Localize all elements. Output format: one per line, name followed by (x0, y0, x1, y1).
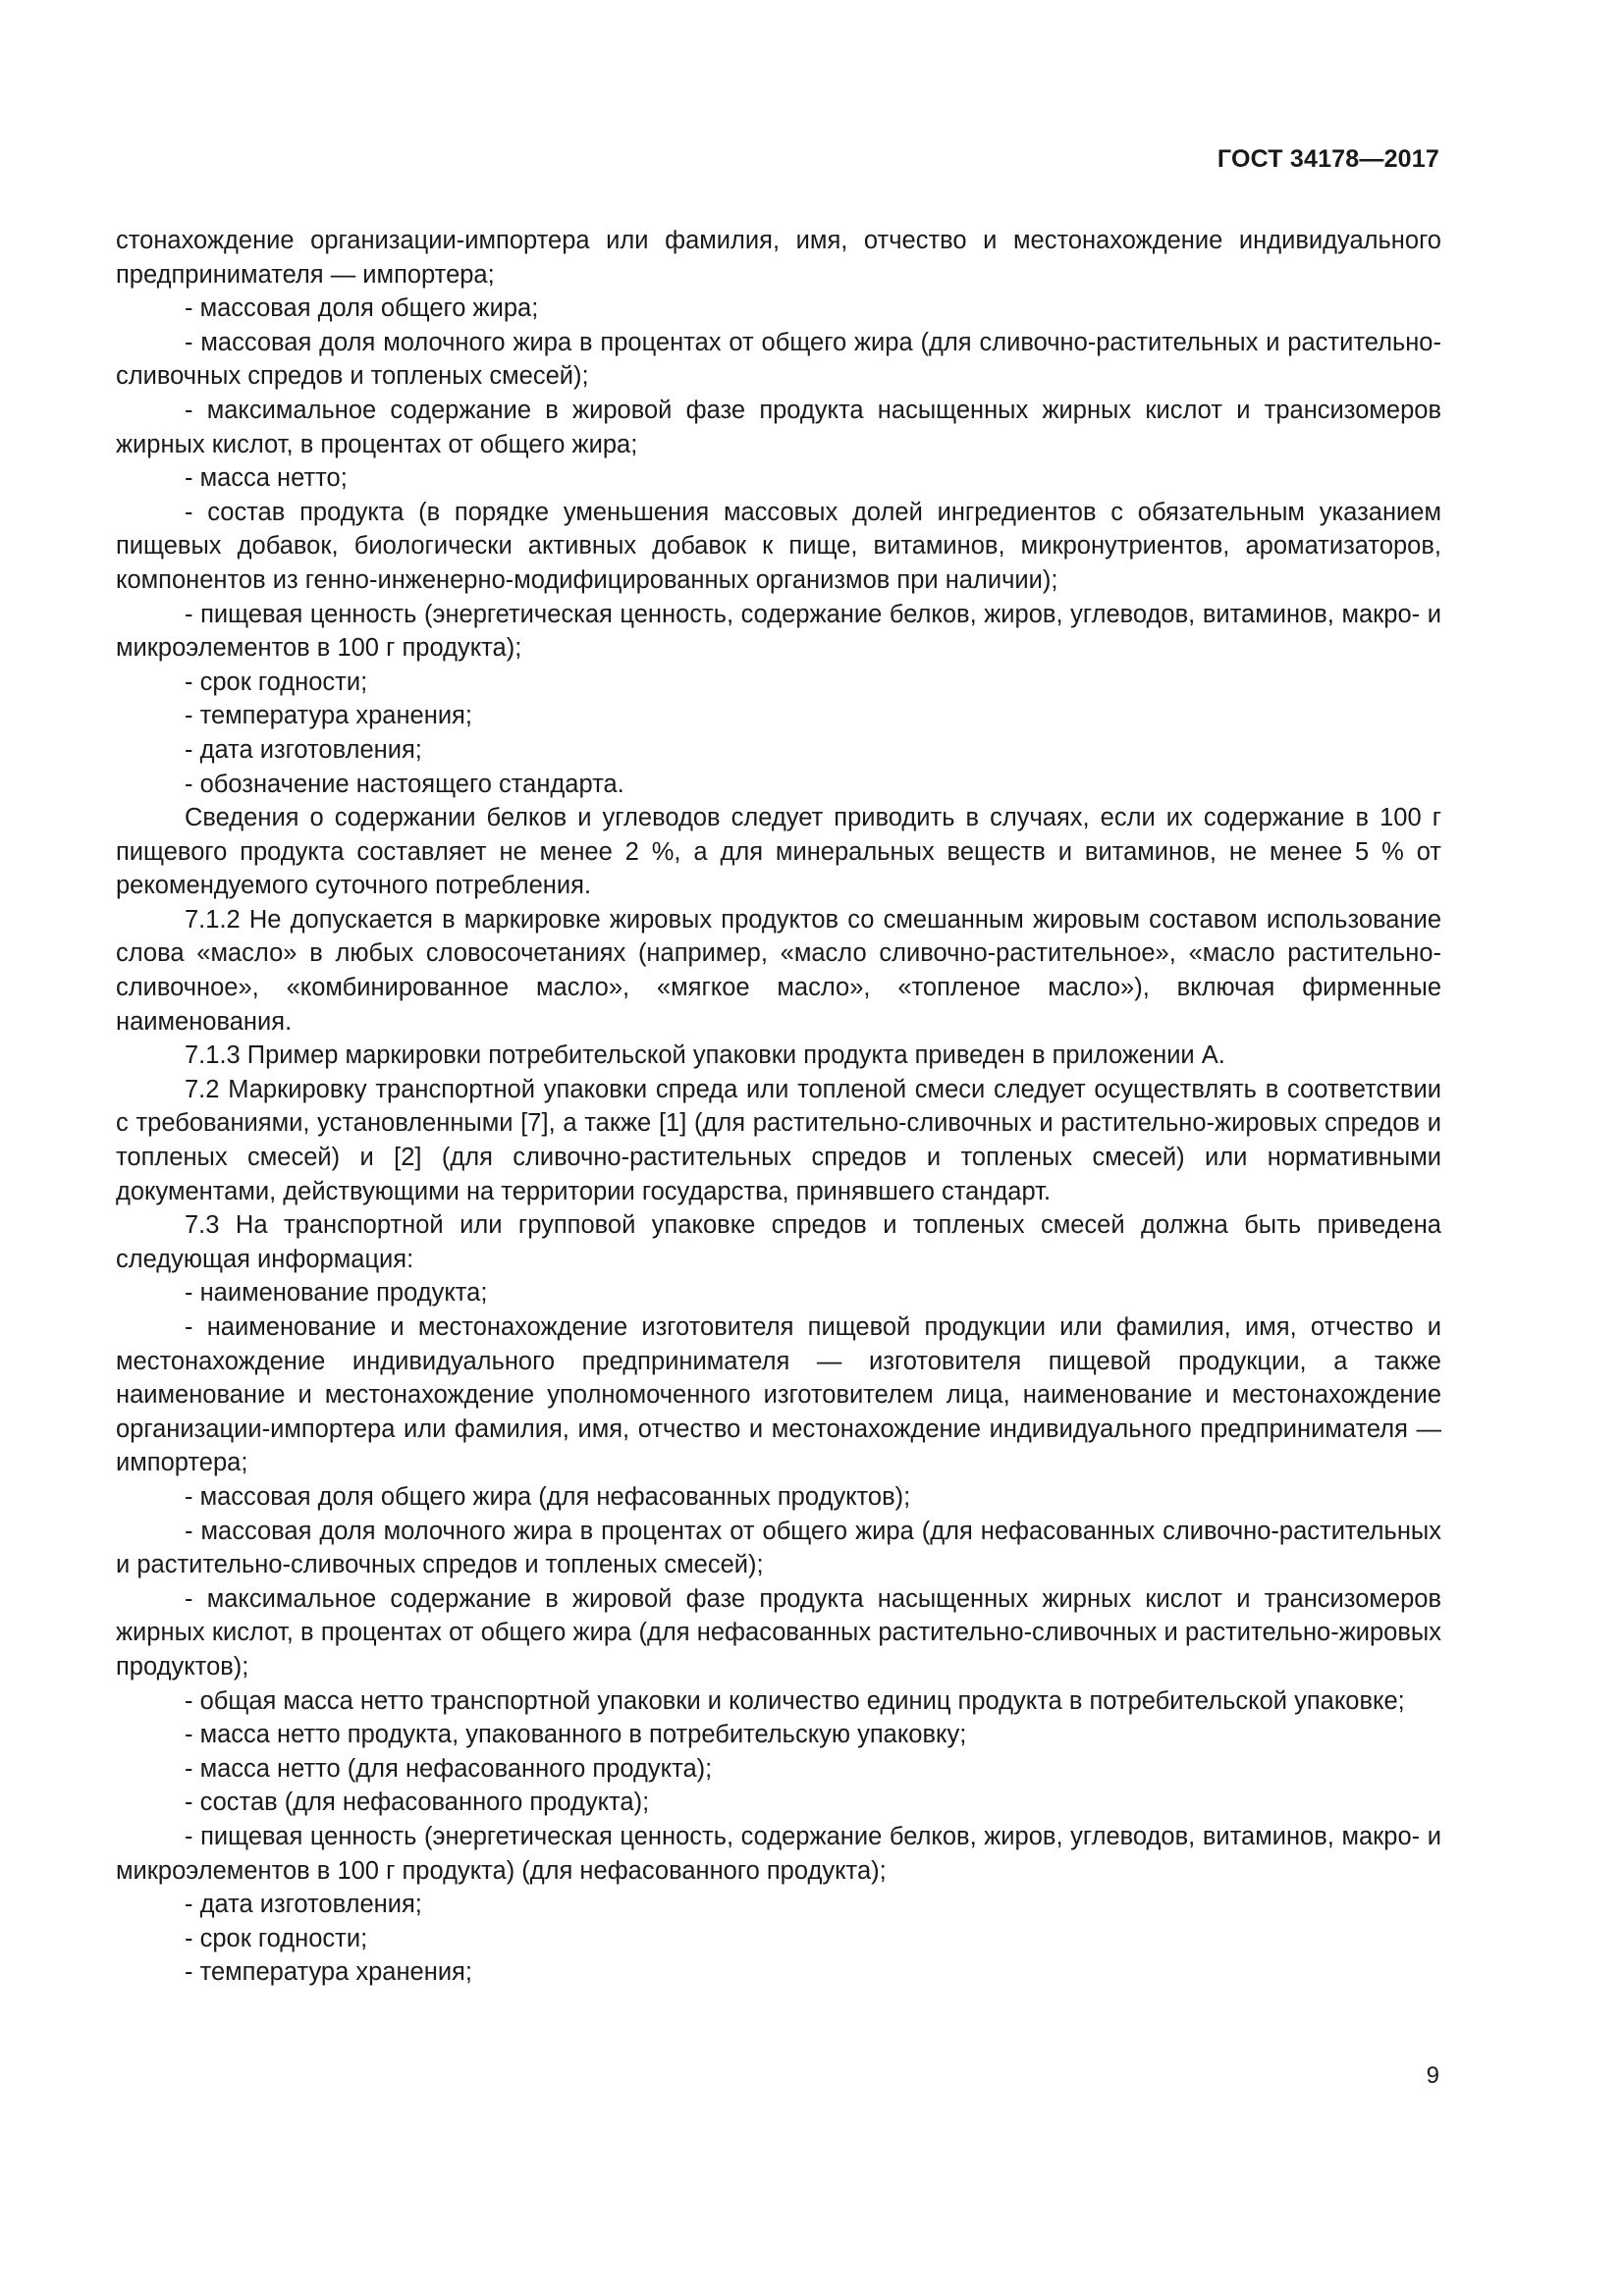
list-item: - максимальное содержание в жировой фазе продукта насыщенных жирных кислот и трансизомеров жирных кислот, в процентах от общего жира (для нефасованных растительно-сливочных и растительно-жировых продуктов); (116, 1584, 1441, 1681)
list-item: - масса нетто; (185, 464, 348, 493)
list-item: - состав (для нефасованного продукта); (185, 1789, 650, 1817)
list-item: - общая масса нетто транспортной упаковки и количество единиц продукта в потребительской упаковке; (185, 1686, 1405, 1715)
list-item: - массовая доля молочного жира в процентах от общего жира (для нефасованных сливочно-растительных и растительно-сливочных спредов и топленых смесей); (116, 1517, 1441, 1579)
list-item: - масса нетто (для нефасованного продукта); (185, 1754, 713, 1783)
list-item: - срок годности; (185, 667, 368, 696)
list-item: - срок годности; (185, 1924, 368, 1952)
list-item: - наименование и местонахождение изготовителя пищевой продукции или фамилия, имя, отчество и местонахождение индивидуального предпринимателя — изготовителя пищевой продукции, а также наименование и местонахождение уполномоченного изготовителем лица, наименование и местонахождение организации-импортера или фамилия, имя, отчество и местонахождение индивидуального предпринимателя — импортера; (116, 1313, 1441, 1477)
paragraph: 7.2 Маркировку транспортной упаковки спреда или топленой смеси следует осуществлять в соответствии с требованиями, установленными [7], а также [1] (для растительно-сливочных и растительно-жировых спредов и топленых смесей) и [2] (для сливочно-растительных спредов и топленых смесей) или нормативными документами, действующими на территории государства, принявшего стандарт. (116, 1075, 1441, 1205)
list-item: - массовая доля общего жира (для нефасованных продуктов); (185, 1482, 911, 1511)
list-item: - максимальное содержание в жировой фазе продукта насыщенных жирных кислот и трансизомеров жирных кислот, в процентах от общего жира; (116, 396, 1441, 458)
list-item: - массовая доля молочного жира в процентах от общего жира (для сливочно-растительных и растительно-сливочных спредов и топленых смесей); (116, 328, 1441, 391)
list-item: - температура хранения; (185, 1958, 472, 1987)
list-item: - пищевая ценность (энергетическая ценность, содержание белков, жиров, углеводов, витаминов, макро- и микроэлементов в 100 г продукта); (116, 600, 1441, 663)
paragraph: Сведения о содержании белков и углеводов следует приводить в случаях, если их содержание в 100 г пищевого продукта составляет не менее 2 %, а для минеральных веществ и витаминов, не менее 5 % от рекомендуемого суточного потребления. (116, 804, 1441, 900)
list-item: - наименование продукта; (185, 1279, 488, 1308)
list-item: - дата изготовления; (185, 735, 422, 764)
document-body (116, 224, 1441, 1990)
list-item: - обозначение настоящего стандарта. (185, 770, 624, 798)
list-item: - массовая доля общего жира; (185, 294, 539, 323)
list-item: - пищевая ценность (энергетическая ценность, содержание белков, жиров, углеводов, витаминов, макро- и микроэлементов в 100 г продукта) (для нефасованного продукта); (116, 1822, 1441, 1885)
paragraph: 7.1.3 Пример маркировки потребительской упаковки продукта приведен в приложении А. (185, 1041, 1225, 1070)
paragraph: стонахождение организации-импортера или фамилия, имя, отчество и местонахождение индивидуального предпринимателя — импортера; (116, 227, 1441, 289)
paragraph: 7.3 На транспортной или групповой упаковке спредов и топленых смесей должна быть приведена следующая информация: (116, 1211, 1441, 1273)
list-item: - состав продукта (в порядке уменьшения массовых долей ингредиентов с обязательным указанием пищевых добавок, биологически активных добавок к пище, витаминов, микронутриентов, ароматизаторов, компонентов из генно-инженерно-модифицированных организмов при наличии); (116, 498, 1441, 594)
page-number: 9 (1426, 2062, 1439, 2089)
list-item: - температура хранения; (185, 702, 472, 730)
paragraph: 7.1.2 Не допускается в маркировке жировых продуктов со смешанным жировым составом использование слова «масло» в любых словосочетаниях (например, «масло сливочно-растительное», «масло растительно-сливочное», «комбинированное масло», «мягкое масло», «топленое масло»), включая фирменные наименования. (116, 905, 1441, 1036)
list-item: - масса нетто продукта, упакованного в потребительскую упаковку; (185, 1721, 967, 1749)
document-header: ГОСТ 34178—2017 (1217, 145, 1439, 173)
list-item: - дата изготовления; (185, 1891, 422, 1919)
